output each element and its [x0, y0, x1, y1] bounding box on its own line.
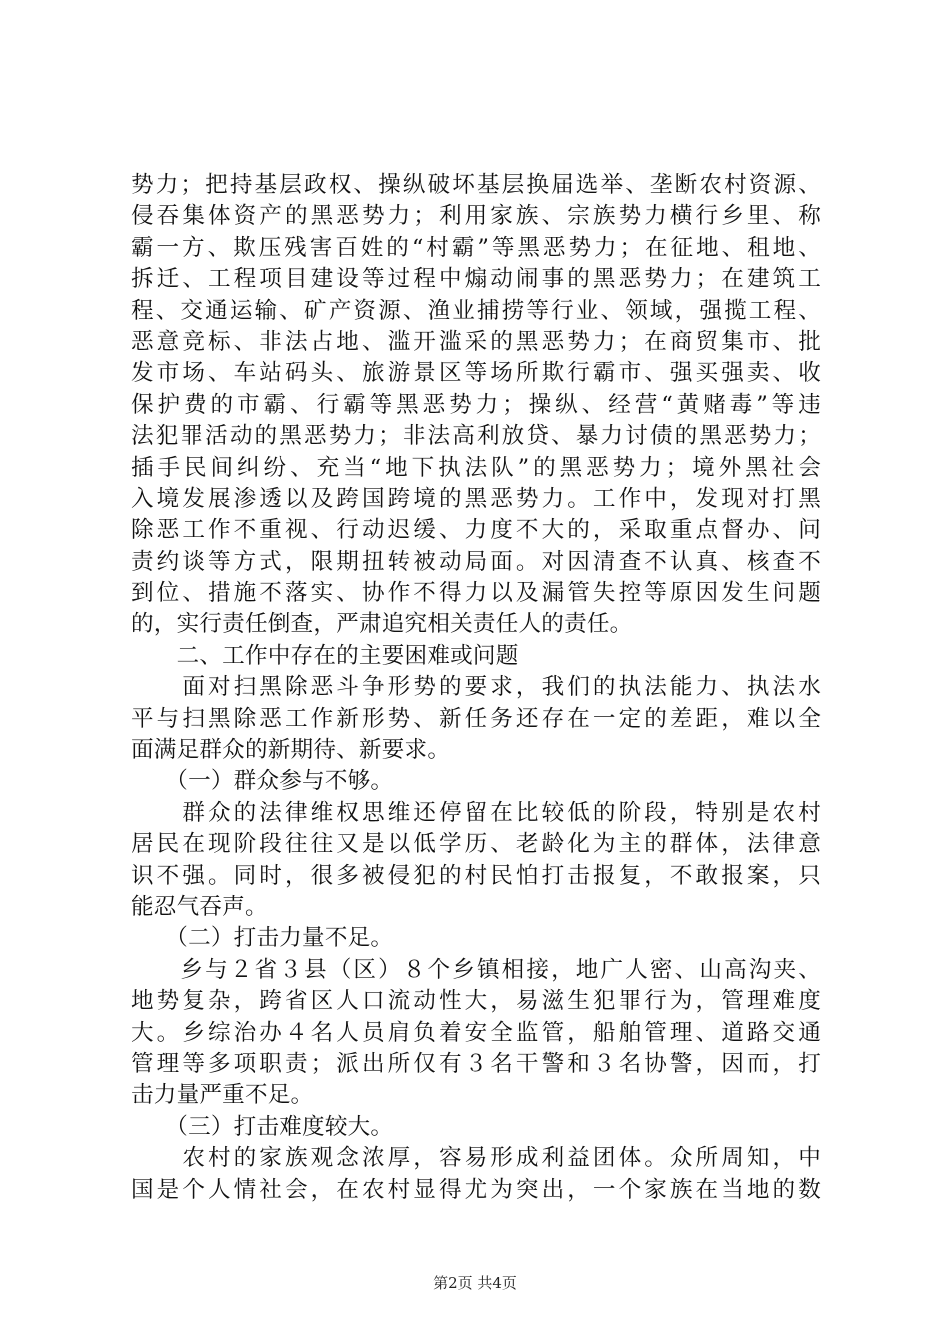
text-line: 面满足群众的新期待、新要求。 — [131, 737, 451, 764]
text-line: （二）打击力量不足。 — [131, 925, 394, 952]
text-line: （三）打击难度较大。 — [131, 1113, 394, 1140]
text-line: 二、工作中存在的主要困难或问题 — [131, 642, 519, 669]
text-line: 入境发展渗透以及跨国跨境的黑恶势力。工作中，发现对打黑 — [131, 485, 821, 512]
text-line: 面对扫黑除恶斗争形势的要求，我们的执法能力、执法水 — [131, 674, 821, 701]
text-line: 能忍气吞声。 — [131, 893, 268, 920]
text-line: 平与扫黑除恶工作新形势、新任务还存在一定的差距，难以全 — [131, 705, 821, 732]
page-footer: 第2页 共4页 — [433, 1274, 517, 1292]
text-line: 乡与２省３县（区）８个乡镇相接，地广人密、山高沟夹、 — [131, 956, 821, 983]
text-line: 程、交通运输、矿产资源、渔业捕捞等行业、领域，强揽工程、 — [131, 297, 821, 324]
text-line: （一）群众参与不够。 — [131, 768, 394, 795]
text-line: 农村的家族观念浓厚，容易形成利益团体。众所周知，中 — [131, 1145, 821, 1172]
text-line: 保护费的市霸、行霸等黑恶势力；操纵、经营“黄赌毒”等违 — [131, 391, 821, 418]
text-line: 恶意竞标、非法占地、滥开滥采的黑恶势力；在商贸集市、批 — [131, 328, 821, 355]
text-line: 管理等多项职责；派出所仅有３名干警和３名协警，因而，打 — [131, 1050, 821, 1077]
text-line: 识不强。同时，很多被侵犯的村民怕打击报复，不敢报案，只 — [131, 862, 821, 889]
text-line: 霸一方、欺压残害百姓的“村霸”等黑恶势力；在征地、租地、 — [131, 234, 821, 261]
text-line: 拆迁、工程项目建设等过程中煽动闹事的黑恶势力；在建筑工 — [131, 266, 821, 293]
text-line: 到位、措施不落实、协作不得力以及漏管失控等原因发生问题 — [131, 580, 821, 607]
text-line: 势力；把持基层政权、操纵破坏基层换届选举、垄断农村资源、 — [131, 172, 821, 198]
text-line: 插手民间纠纷、充当“地下执法队”的黑恶势力；境外黑社会 — [131, 454, 821, 481]
text-line: 的，实行责任倒查，严肃追究相关责任人的责任。 — [131, 611, 633, 638]
text-line: 国是个人情社会，在农村显得尤为突出，一个家族在当地的数 — [131, 1176, 821, 1203]
text-line: 侵吞集体资产的黑恶势力；利用家族、宗族势力横行乡里、称 — [131, 203, 821, 230]
text-line: 居民在现阶段往往又是以低学历、老龄化为主的群体，法律意 — [131, 831, 821, 858]
text-line: 发市场、车站码头、旅游景区等场所欺行霸市、强买强卖、收 — [131, 360, 821, 387]
text-line: 击力量严重不足。 — [131, 1082, 314, 1109]
text-line: 群众的法律维权思维还停留在比较低的阶段，特别是农村 — [131, 799, 821, 826]
text-line: 除恶工作不重视、行动迟缓、力度不大的，采取重点督办、问 — [131, 517, 821, 544]
text-line: 地势复杂，跨省区人口流动性大，易滋生犯罪行为，管理难度 — [131, 988, 821, 1015]
text-line: 大。乡综治办４名人员肩负着安全监管，船舶管理、道路交通 — [131, 1019, 821, 1046]
text-line: 法犯罪活动的黑恶势力；非法高利放贷、暴力讨债的黑恶势力； — [131, 423, 821, 450]
document-body — [131, 170, 821, 1206]
text-line: 责约谈等方式，限期扭转被动局面。对因清查不认真、核查不 — [131, 548, 821, 575]
